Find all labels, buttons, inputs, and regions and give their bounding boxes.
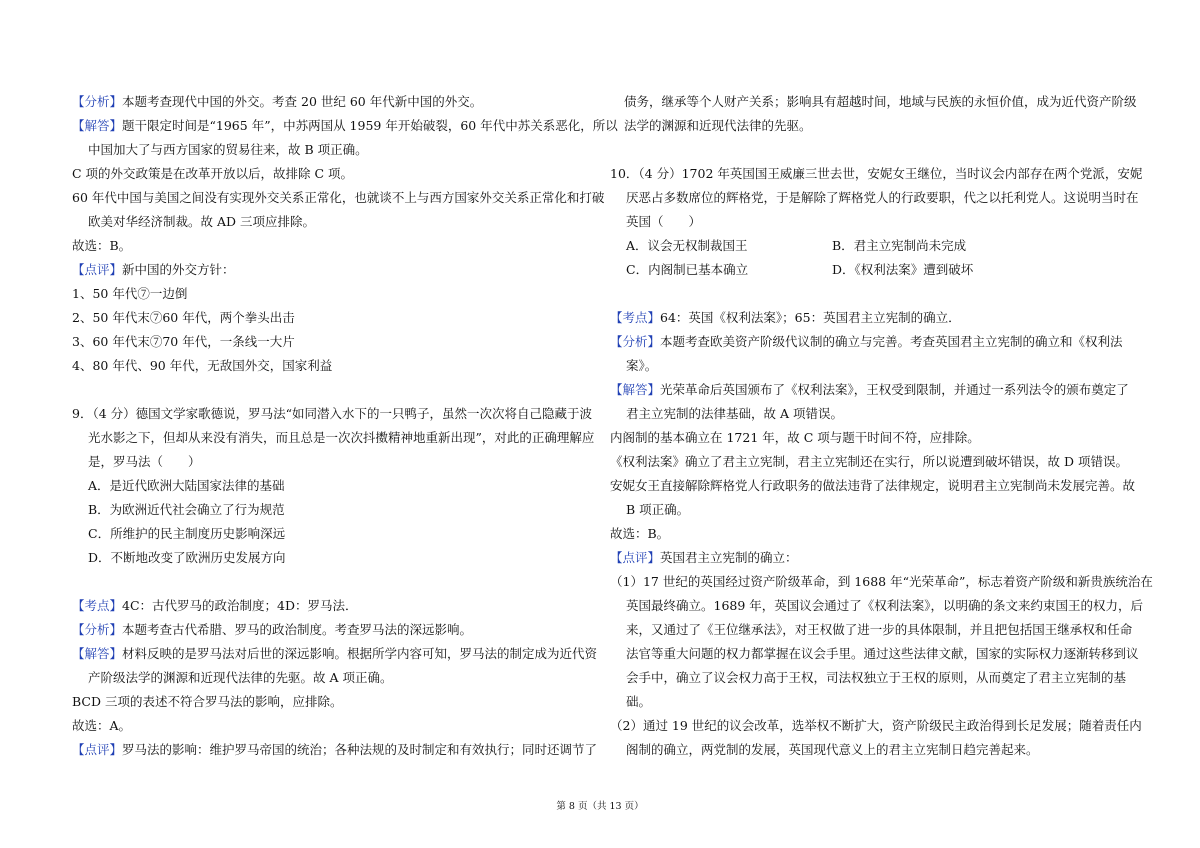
q10-comment-p2: （2）通过 19 世纪的议会改革，选举权不断扩大，资产阶级民主政治得到长足发展；随着责任内 — [610, 718, 1142, 733]
q9-option-a: A．是近代欧洲大陆国家法律的基础 — [88, 478, 285, 493]
q8-solution-cont: 中国加大了与西方国家的贸易往来，故 B 项正确。 — [88, 142, 368, 157]
q8-analysis: 【分析】本题考查现代中国的外交。考查 20 世纪 60 年代新中国的外交。 — [72, 94, 483, 109]
q9-option-b: B．为欧洲近代社会确立了行为规范 — [88, 502, 285, 517]
q9-stem: 9．（4 分）德国文学家歌德说，罗马法“如同潜入水下的一只鸭子，虽然一次次将自己隐藏于波 — [72, 406, 593, 421]
q10-comment-p1-cont: 英国最终确立。1689 年，英国议会通过了《权利法案》，以明确的条文来约束国王的权力，后 — [626, 598, 1144, 613]
analysis-tag: 【分析】 — [72, 94, 123, 109]
q9-comment: 【点评】罗马法的影响：维护罗马帝国的统治；各种法规的及时制定和有效执行；同时还调节了 — [72, 742, 598, 757]
solution-tag: 【解答】 — [72, 646, 123, 661]
q10-option-c: C．内阁制已基本确立 — [626, 262, 749, 277]
q9-line-bcd: BCD 三项的表述不符合罗马法的影响，应排除。 — [72, 694, 343, 709]
q10-stem: 10．（4 分）1702 年英国国王威廉三世去世，安妮女王继位，当时议会内部存在两个党派，安妮 — [610, 166, 1143, 181]
knowledge-tag: 【考点】 — [72, 598, 123, 613]
q8-point: 3、60 年代末⑦70 年代，一条线一大片 — [72, 334, 295, 349]
q10-comment-p2-cont: 阁制的确立，两党制的发展，英国现代意义上的君主立宪制日趋完善起来。 — [626, 742, 1039, 757]
q10-option-a: A．议会无权制裁国王 — [626, 238, 748, 253]
q10-comment-p1: （1）17 世纪的英国经过资产阶级革命，到 1688 年“光荣革命”，标志着资产阶级和新贵族统治在 — [610, 574, 1153, 589]
q9-solution: 【解答】材料反映的是罗马法对后世的深远影响。根据所学内容可知，罗马法的制定成为近代资 — [72, 646, 598, 661]
q9-answer: 故选：A。 — [72, 718, 132, 733]
q9-knowledge-point: 【考点】4C：古代罗马的政治制度；4D：罗马法． — [72, 598, 358, 613]
q8-answer: 故选：B。 — [72, 238, 132, 253]
page-footer: 第 8 页（共 13 页） — [556, 801, 644, 812]
q8-comment: 【点评】新中国的外交方针： — [72, 262, 235, 277]
q9-comment-cont: 债务，继承等个人财产关系；影响具有超越时间，地域与民族的永恒价值，成为近代资产阶级 — [624, 94, 1137, 109]
q8-point: 2、50 年代末⑦60 年代，两个拳头出击 — [72, 310, 295, 325]
q8-solution: 【解答】题干限定时间是“1965 年”，中苏两国从 1959 年开始破裂，60 年代中苏关系恶化，所以 — [72, 118, 618, 133]
q10-comment-p1-cont: 法官等重大问题的权力都掌握在议会手里。通过这些法律文献，国家的实际权力逐渐转移到议 — [626, 646, 1139, 661]
q9-comment-cont: 法学的渊源和近现代法律的先驱。 — [624, 118, 812, 133]
q8-point: 1、50 年代⑦一边倒 — [72, 286, 188, 301]
analysis-tag: 【分析】 — [610, 334, 661, 349]
q10-comment-p1-cont: 础。 — [626, 694, 652, 709]
analysis-tag: 【分析】 — [72, 622, 123, 637]
q9-analysis: 【分析】本题考查古代希腊、罗马的政治制度。考查罗马法的深远影响。 — [72, 622, 473, 637]
q9-stem-cont: 是，罗马法（ ） — [88, 454, 201, 469]
comment-tag: 【点评】 — [72, 262, 123, 277]
comment-tag: 【点评】 — [610, 550, 661, 565]
q10-stem-cont: 厌恶占多数席位的辉格党，于是解除了辉格党人的行政要职，代之以托利党人。这说明当时在 — [626, 190, 1139, 205]
q10-comment-p1-cont: 会手中，确立了议会权力高于王权，司法权独立于王权的原则，从而奠定了君主立宪制的基 — [626, 670, 1127, 685]
solution-tag: 【解答】 — [610, 382, 661, 397]
q10-option-d: D．《权利法案》遭到破坏 — [832, 262, 974, 277]
q9-option-c: C．所维护的民主制度历史影响深远 — [88, 526, 286, 541]
q10-answer: 故选：B。 — [610, 526, 670, 541]
q8-line-ad-cont: 欧美对华经济制裁。故 AD 三项应排除。 — [88, 214, 315, 229]
q10-solution: 【解答】光荣革命后英国颁布了《权利法案》，王权受到限制，并通过一系列法令的颁布奠定了 — [610, 382, 1129, 397]
solution-tag: 【解答】 — [72, 118, 123, 133]
q10-line-b: 安妮女王直接解除辉格党人行政职务的做法违背了法律规定，说明君主立宪制尚未发展完善。故 — [610, 478, 1136, 493]
q10-option-b: B．君主立宪制尚未完成 — [832, 238, 967, 253]
q9-stem-cont: 光水影之下，但却从来没有消失，而且总是一次次抖擞精神地重新出现”，对此的正确理解应 — [88, 430, 595, 445]
q8-line-ad: 60 年代中国与美国之间没有实现外交关系正常化，也就谈不上与西方国家外交关系正常化和打破 — [72, 190, 605, 205]
q9-solution-cont: 产阶级法学的渊源和近现代法律的先驱。故 A 项正确。 — [88, 670, 393, 685]
q10-line-d: 《权利法案》确立了君主立宪制，君主立宪制还在实行，所以说遭到破坏错误，故 D 项错误。 — [610, 454, 1128, 469]
q8-point: 4、80 年代、90 年代，无敌国外交，国家利益 — [72, 358, 333, 373]
q9-option-d: D．不断地改变了欧洲历史发展方向 — [88, 550, 286, 565]
q10-line-c: 内阁制的基本确立在 1721 年，故 C 项与题干时间不符，应排除。 — [610, 430, 980, 445]
q8-line-c: C 项的外交政策是在改革开放以后，故排除 C 项。 — [72, 166, 354, 181]
q10-analysis: 【分析】本题考查欧美资产阶级代议制的确立与完善。考查英国君主立宪制的确立和《权利法 — [610, 334, 1123, 349]
q10-stem-cont: 英国（ ） — [626, 214, 702, 229]
q10-solution-cont: 君主立宪制的法律基础，故 A 项错误。 — [626, 406, 843, 421]
comment-tag: 【点评】 — [72, 742, 123, 757]
q10-knowledge-point: 【考点】64：英国《权利法案》；65：英国君主立宪制的确立． — [610, 310, 961, 325]
knowledge-tag: 【考点】 — [610, 310, 661, 325]
q10-analysis-cont: 案》。 — [626, 358, 658, 373]
q10-line-b-cont: B 项正确。 — [626, 502, 690, 517]
q10-comment: 【点评】英国君主立宪制的确立： — [610, 550, 798, 565]
q10-comment-p1-cont: 来，又通过了《王位继承法》，对王权做了进一步的具体限制，并且把包括国王继承权和任命 — [626, 622, 1133, 637]
